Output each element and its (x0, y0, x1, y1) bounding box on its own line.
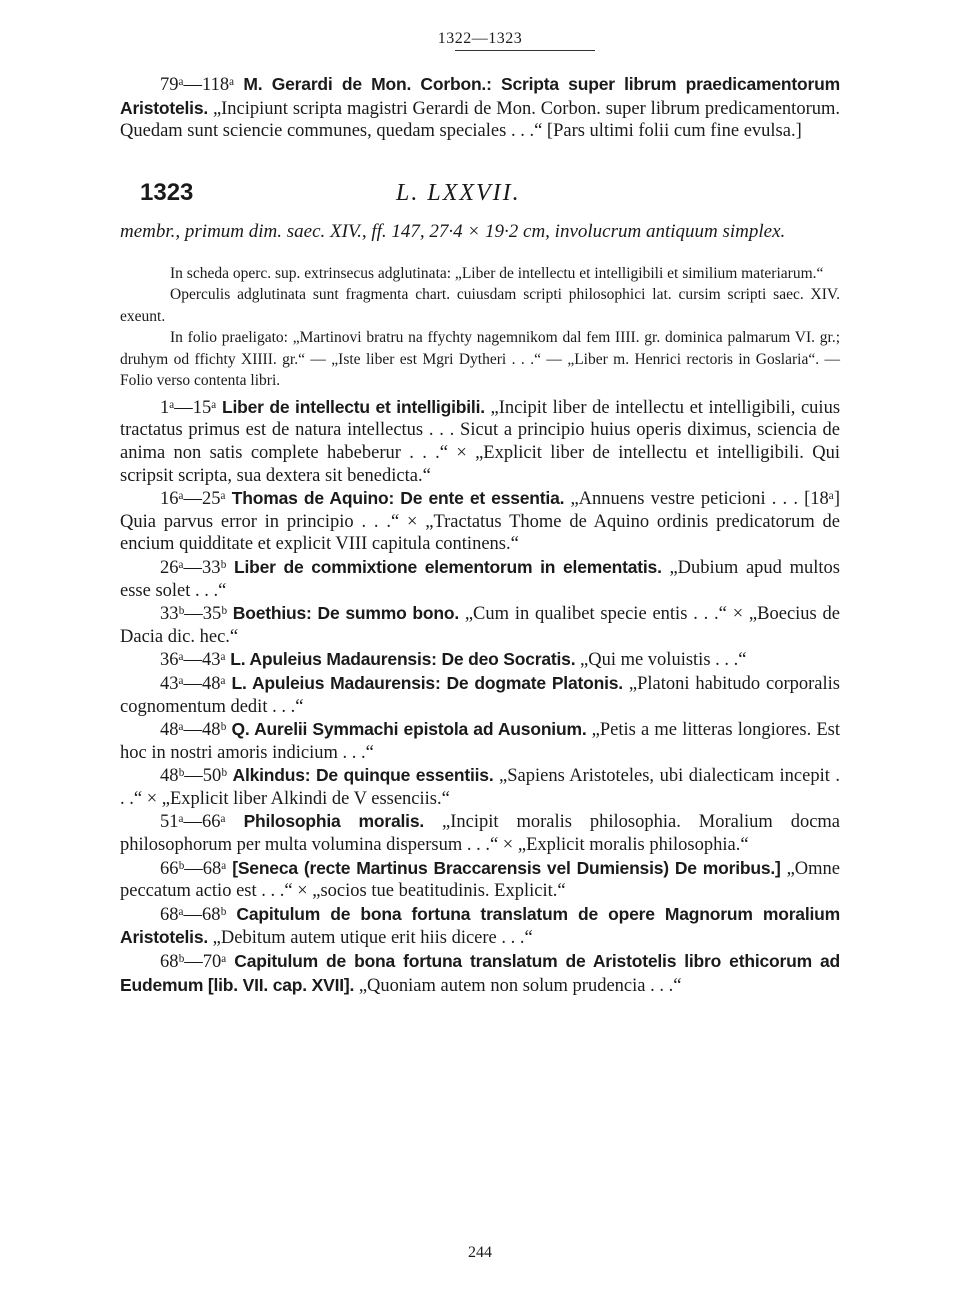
page-number: 244 (468, 1244, 492, 1261)
contents-entry (120, 556, 840, 602)
top-entry-title: M. Gerardi de Mon. Corbon.: Scripta super librum praedicamentorum Aristotelis. (120, 74, 840, 118)
entry-folio: 33ᵇ—35ᵇ (160, 604, 227, 625)
entry-title: Liber de commixtione elementorum in elementatis. (233, 556, 662, 577)
entry-title: Alkindus: De quinque essentiis. (232, 765, 494, 786)
page (120, 30, 841, 1261)
entry-text: „Quoniam autem non solum prudencia . . .“ (358, 975, 682, 996)
contents-entry (120, 950, 840, 997)
note-item: In folio praeligato: „Martinovi bratru na ffychty nagemnikom dal fem IIII. gr. dominica palmarum VI. gr.; druhym od ffichty XIIII. gr.“ — „Iste liber est Mgri Dytheri . . .“ — „Liber m. Henrici rectoris in Goslaria“. — Folio verso contenta libri. (120, 329, 840, 390)
entry-title: Philosophia moralis. (243, 811, 425, 832)
contents-entry (120, 764, 840, 810)
note-item: In scheda operc. sup. extrinsecus adglutinata: „Liber de intellectu et intelligibili et similium materiarum.“ (170, 264, 824, 282)
entry-text: „Annuens vestre peticioni . . . [18ᵃ] Quia parvus error in principio . . .“ × „Tractatus Thome de Aquino ordinis predicatorum de encium quidditate et explicit VIII capitula continens.“ (120, 489, 840, 555)
codex-header (120, 179, 840, 207)
entry-folio: 1ᵃ—15ᵃ (160, 397, 217, 418)
top-entry-folio: 79ᵃ—118ᵃ (160, 75, 235, 95)
top-entry (120, 73, 840, 143)
entry-folio: 36ᵃ—43ᵃ (160, 650, 226, 671)
entry-folio: 26ᵃ—33ᵇ (160, 557, 227, 578)
contents-entry (120, 602, 840, 648)
entry-title: L. Apuleius Madaurensis: De dogmate Platonis. (231, 672, 623, 693)
note-item: Operculis adglutinata sunt fragmenta chart. cuiusdam scripti philosophici lat. cursim scripti saec. XIV. exeunt. (120, 286, 840, 325)
entry-text: „Debitum autem utique erit hiis dicere . . .“ (212, 928, 533, 949)
entry-title: Thomas de Aquino: De ente et essentia. (231, 488, 565, 509)
entry-folio: 16ᵃ—25ᵃ (160, 489, 226, 510)
entry-title: L. Apuleius Madaurensis: De deo Socratis. (230, 649, 576, 670)
codex-number: 1323 (140, 178, 194, 206)
entry-text: „Incipit liber de intellectu et intelligibili, cuius tractatus primus est de natura intellectus . . . Sicut a principio huius operis diximus, sciencia de anima non satis complete habeberur . . .“ × „Explicit liber de intellectu et intelligibili. Qui scripsit scripta, sua dextera sit benedicta.“ (120, 397, 841, 486)
entry-folio: 48ᵃ—48ᵇ (160, 720, 227, 741)
contents-entry (120, 718, 840, 764)
contents-entry (120, 903, 840, 950)
entry-text: „Platoni habitudo corporalis cognomentum dedit . . .“ (120, 673, 840, 717)
codex-signature: L. LXXVII. (396, 179, 521, 206)
contents-list (120, 396, 840, 997)
entry-text: „Qui me voluistis . . .“ (580, 650, 747, 671)
entry-folio: 68ᵇ—70ᵃ (160, 952, 227, 973)
codex-notes (120, 263, 840, 392)
entry-folio: 68ᵃ—68ᵇ (160, 904, 227, 925)
running-head: 1322—1323 (437, 30, 523, 47)
contents-entry (120, 672, 840, 718)
contents-entry (120, 396, 840, 487)
top-entry-text: „Incipiunt scripta magistri Gerardi de Mon. Corbon. super librum predicamentorum. Quedam sunt sciencie communes, quedam speciales . . .“ [Pars ultimi folii cum fine evulsa.] (120, 98, 840, 142)
entry-title: Liber de intellectu et intelligibili. (221, 396, 485, 417)
entry-title: Q. Aurelii Symmachi epistola ad Ausonium. (231, 719, 587, 740)
entry-folio: 66ᵇ—68ᵃ (160, 858, 227, 879)
entry-text: „Cum in qualibet specie entis . . .“ × „Boecius de Dacia dic. hec.“ (120, 604, 841, 647)
entry-text: „Omne peccatum actio est . . .“ × „socios tue beatitudinis. Explicit.“ (120, 858, 840, 902)
entry-title: [Seneca (recte Martinus Braccarensis vel Dumiensis) De moribus.] (232, 857, 781, 878)
entry-text: „Dubium apud multos esse solet . . .“ (120, 557, 840, 601)
contents-entry (120, 857, 840, 903)
contents-entry (120, 487, 840, 556)
entry-text: „Incipit moralis philosophia. Moralium docma philosophorum per multa volumina dispersum . . .“ × „Explicit moralis philosophia.“ (120, 812, 841, 856)
entry-title: Capitulum de bona fortuna translatum de opere Magnorum moralium Aristotelis. (120, 903, 841, 948)
entry-text: „Petis a me litteras longiores. Est hoc in nostri amoris indicium . . .“ (120, 720, 841, 763)
contents-entry (120, 648, 840, 672)
entry-folio: 51ᵃ—66ᵃ (160, 812, 226, 833)
entry-title: Boethius: De summo bono. (232, 603, 460, 624)
entry-folio: 48ᵇ—50ᵇ (160, 766, 227, 787)
contents-entry (120, 810, 840, 856)
entry-folio: 43ᵃ—48ᵃ (160, 673, 226, 694)
codex-description: membr., primum dim. saec. XIV., ff. 147, 27·4 × 19·2 cm, involucrum antiquum simplex. (120, 220, 786, 242)
entry-text: „Sapiens Aristoteles, ubi dialecticam incepit . . .“ × „Explicit liber Alkindi de V essenciis.“ (120, 766, 841, 809)
running-head-rule (455, 50, 595, 51)
entry-title: Capitulum de bona fortuna translatum de Aristotelis libro ethicorum ad Eudemum [lib. VII. cap. XVII]. (120, 951, 840, 995)
